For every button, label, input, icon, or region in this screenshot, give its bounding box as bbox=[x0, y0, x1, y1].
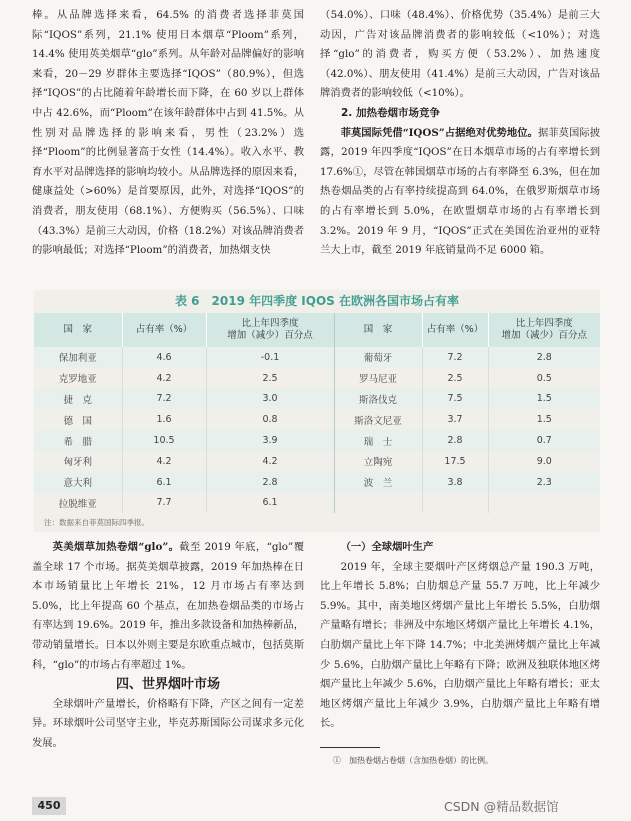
cell-change: 1.5 bbox=[488, 389, 600, 410]
cell-country: 葡萄牙 bbox=[334, 347, 422, 368]
header-country: 国 家 bbox=[34, 313, 122, 347]
cell-country: 拉脱维亚 bbox=[58, 498, 97, 510]
cell-share: 7.7 bbox=[122, 493, 206, 514]
subsection-heading: 2. 加热卷烟市场竞争 bbox=[341, 106, 440, 119]
cell-share bbox=[422, 493, 488, 514]
cell-change: 3.0 bbox=[206, 389, 334, 410]
cell-share: 7.2 bbox=[422, 347, 488, 368]
footnote-divider bbox=[320, 747, 380, 748]
cell-change: 3.9 bbox=[206, 430, 334, 451]
cell-country: 保加利亚 bbox=[34, 347, 122, 368]
cell-share: 3.8 bbox=[422, 472, 488, 493]
header-change: 比上年四季度 增加（减少）百分点 bbox=[488, 313, 600, 347]
cell-share: 10.5 bbox=[122, 430, 206, 451]
cell-country: 罗马尼亚 bbox=[334, 368, 422, 389]
right-column-bottom bbox=[320, 538, 600, 734]
cell-share: 2.5 bbox=[422, 368, 488, 389]
paragraph-text: 截至 2019 年底，“glo”覆盖全球 17 个市场。据英美烟草披露，2019 年加热棒在日本市场销量比上年增长 21%，12 月市场占有率达到 5.0%，比上年提高 60 个基点，在加热卷烟品类的市场占有率达到 19.6%。2019 年，推出多款设备和加热棒新品，带动销量增长。日本以外则主要是东欧重点城市，包括莫斯科，“glo”的市场占有率超过 1%。 bbox=[32, 541, 304, 671]
table-note: 注：数据来自菲莫国际四季报。 bbox=[44, 518, 149, 527]
cell-share: 7.5 bbox=[422, 389, 488, 410]
table-row bbox=[34, 451, 600, 472]
cell-change: 6.1 bbox=[206, 493, 334, 514]
cell-country: 希 腊 bbox=[34, 430, 122, 451]
body-paragraph: （54.0%）、口味（48.4%）、价格优势（35.4%）是前三大动因，广告对该品牌消费者的影响较低（<10%）；对选择“glo”的消费者，购买方便（53.2%）、加热速度（42.0%）、朋友使用（41.4%）是前三大动因，广告对该品牌消费者的影响较低（<10%）。 bbox=[320, 9, 600, 100]
cell-share: 4.2 bbox=[122, 451, 206, 472]
cell-share: 4.2 bbox=[122, 368, 206, 389]
body-paragraph: 全球烟叶产量增长，价格略有下降，产区之间有一定差异。环球烟叶公司坚守主业，毕克苏斯国际公司谋求多元化发展。 bbox=[32, 697, 304, 749]
watermark: CSDN @精品数据馆 bbox=[444, 799, 559, 814]
table-title: 表 6 2019 年四季度 IQOS 在欧洲各国市场占有率 bbox=[175, 294, 459, 308]
section-title: 四、世界烟叶市场 bbox=[115, 677, 220, 693]
cell-country: 意大利 bbox=[34, 472, 122, 493]
cell-share: 7.2 bbox=[122, 389, 206, 410]
paragraph-lead: 菲莫国际凭借“IQOS”占据绝对优势地位。 bbox=[340, 126, 538, 139]
cell-change: 4.2 bbox=[206, 451, 334, 472]
table-row bbox=[34, 493, 600, 514]
cell-change: 0.5 bbox=[488, 368, 600, 389]
cell-share: 17.5 bbox=[422, 451, 488, 472]
cell-country: 捷 克 bbox=[34, 389, 122, 410]
body-paragraph bbox=[32, 538, 304, 675]
cell-change: 1.5 bbox=[488, 409, 600, 430]
footnote: ① 加热卷烟占卷烟（含加热卷烟）的比例。 bbox=[333, 756, 493, 765]
body-paragraph: 2019 年，全球主要烟叶产区烤烟总产量 190.3 万吨，比上年增长 5.8%；白肋烟总产量 55.7 万吨，比上年减少 5.9%。其中，南美地区烤烟产量比上年增长 5.5%，白肋烟产量略有增长；非洲及中东地区烤烟产量比上年增长 4.1%，白肋烟产量比上年下降 14.7%；中北美洲烤烟产量比上年减少 5.6%，白肋烟产量比上年略有下降；欧洲及独联体地区烤烟产量比上年减少 5.6%，白肋烟产量比上年略有增长；亚太地区烤烟产量比上年减少 3.9%，白肋烟产量比上年略有增长。 bbox=[320, 560, 600, 730]
page-number: 450 bbox=[32, 797, 66, 815]
left-column-top bbox=[32, 6, 304, 261]
cell-country: 德 国 bbox=[63, 415, 92, 427]
cell-change: 2.8 bbox=[488, 347, 600, 368]
cell-change: 2.5 bbox=[206, 368, 334, 389]
cell-country: 斯洛伐克 bbox=[334, 389, 422, 410]
right-column-top bbox=[320, 6, 600, 261]
cell-country: 斯洛文尼亚 bbox=[334, 409, 422, 430]
body-paragraph bbox=[320, 124, 600, 261]
paragraph-text: 据菲莫国际披露，2019 年四季度“IQOS”在日本烟草市场的占有率增长到 17.6%①，尽管在韩国烟草市场的占有率降至 6.3%，但在加热卷烟品类的占有率持续提高到 64.0%，在俄罗斯烟草市场的占有率增长到 5.0%，在欧盟烟草市场的占有率增长到 3.2%。2019 年 9 月，“IQOS”正式在美国佐治亚州的亚特兰大上市，截至 2019 年底销量尚不足 6000 箱。 bbox=[320, 126, 601, 257]
cell-change: 9.0 bbox=[488, 451, 600, 472]
body-paragraph: 棒。从品牌选择来看，64.5% 的消费者选择菲莫国际“IQOS”系列，21.1% 使用日本烟草“Ploom”系列，14.4% 使用英美烟草“glo”系列。从年龄对品牌偏好的影响来看，20－29 岁群体主要选择“IQOS”（80.9%），但选择“IQOS”的占比随着年龄增长而下降，在 60 岁以上群体中占 42.6%，而“Ploom”在该年龄群体中占到 41.5%。从性别对品牌选择的影响来看，男性（23.2%）选择“Ploom”的比例显著高于女性（14.4%）。收入水平、教育水平对品牌选择的影响均较小。从品牌选择的原因来看，健康益处（>60%）是首要原因，此外，对选择“IQOS”的消费者，朋友使用（68.1%）、方便购买（56.5%）、口味（43.3%）是前三大动因，价格（18.2%）对该品牌消费者的影响最低；对选择“Ploom”的消费者，加热烟支快 bbox=[32, 9, 304, 257]
subsection-heading: （一）全球烟叶生产 bbox=[340, 541, 434, 553]
cell-country: 立陶宛 bbox=[334, 451, 422, 472]
paragraph-lead: 英美烟草加热卷烟“glo”。 bbox=[52, 541, 180, 553]
market-share-table bbox=[34, 313, 600, 513]
table-row bbox=[34, 430, 600, 451]
header-change: 比上年四季度 增加（减少）百分点 bbox=[206, 313, 334, 347]
header-share: 占有率（%） bbox=[422, 313, 488, 347]
cell-share: 1.6 bbox=[122, 409, 206, 430]
left-column-bottom bbox=[32, 538, 304, 754]
table-header-row bbox=[34, 313, 600, 347]
cell-share: 2.8 bbox=[422, 430, 488, 451]
cell-change bbox=[488, 493, 600, 514]
cell-change: 2.8 bbox=[206, 472, 334, 493]
table-row bbox=[34, 472, 600, 493]
cell-country: 匈牙利 bbox=[63, 457, 92, 469]
cell-share: 4.6 bbox=[122, 347, 206, 368]
cell-country: 波 兰 bbox=[334, 472, 422, 493]
cell-country: 瑞 士 bbox=[334, 430, 422, 451]
cell-share: 3.7 bbox=[422, 409, 488, 430]
cell-change: -0.1 bbox=[206, 347, 334, 368]
cell-change: 0.7 bbox=[488, 430, 600, 451]
table-row bbox=[34, 409, 600, 430]
cell-share: 6.1 bbox=[122, 472, 206, 493]
cell-country bbox=[334, 493, 422, 514]
header-country: 国 家 bbox=[334, 313, 422, 347]
cell-change: 2.3 bbox=[488, 472, 600, 493]
table-row bbox=[34, 368, 600, 389]
header-share: 占有率（%） bbox=[122, 313, 206, 347]
table-row bbox=[34, 389, 600, 410]
table-row bbox=[34, 347, 600, 368]
table-6 bbox=[34, 290, 600, 532]
cell-country: 克罗地亚 bbox=[58, 374, 97, 386]
cell-change: 0.8 bbox=[206, 409, 334, 430]
